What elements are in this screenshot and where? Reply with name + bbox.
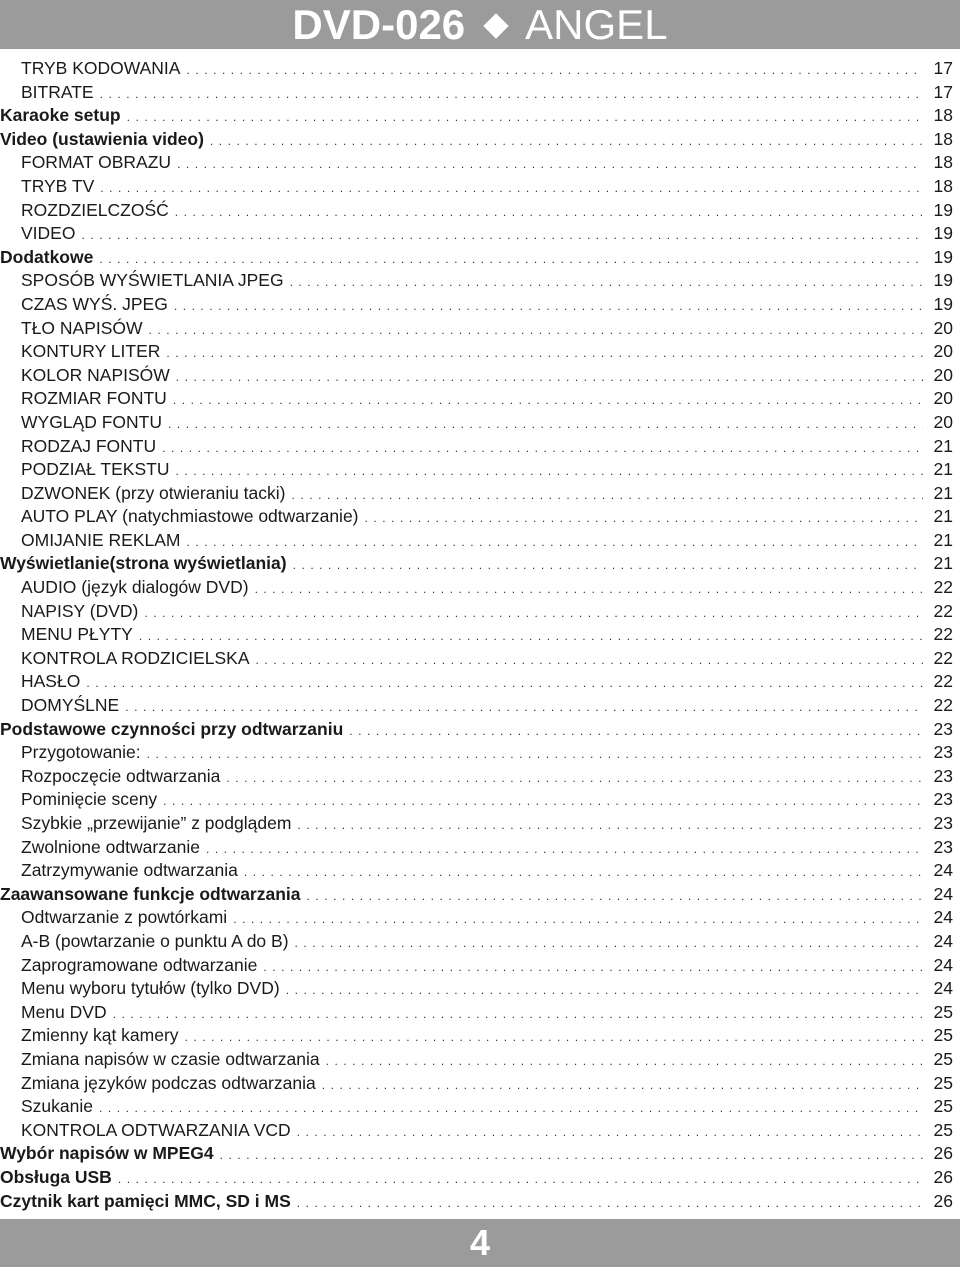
dot-leader xyxy=(295,930,923,954)
dot-leader xyxy=(175,199,923,223)
toc-page-number: 23 xyxy=(933,765,953,786)
dot-leader xyxy=(99,246,923,270)
dot-leader xyxy=(144,600,923,624)
dot-leader xyxy=(99,1095,923,1119)
dot-leader xyxy=(175,458,923,482)
dot-leader xyxy=(307,883,924,907)
toc-page-number: 24 xyxy=(933,954,953,975)
toc-subsection-entry[interactable] xyxy=(0,1072,953,1096)
toc-subsection-entry[interactable] xyxy=(0,411,953,435)
toc-subsection-entry[interactable] xyxy=(0,812,953,836)
toc-entry-title: RODZAJ FONTU xyxy=(21,435,157,456)
toc-section-entry[interactable] xyxy=(0,1142,953,1166)
toc-entry-title: Szybkie „przewijanie” z podglądem xyxy=(21,813,292,833)
dot-leader xyxy=(263,954,923,978)
toc-subsection-entry[interactable] xyxy=(0,387,953,411)
dot-leader xyxy=(297,812,923,836)
toc-subsection-entry[interactable] xyxy=(0,1048,953,1072)
dot-leader xyxy=(256,647,923,671)
toc-entry-title: Zmiana napisów w czasie odtwarzania xyxy=(21,1048,320,1069)
model-name: DVD-026 xyxy=(292,1,466,48)
toc-entry-title: Karaoke setup xyxy=(0,105,121,126)
dot-leader xyxy=(365,505,923,529)
toc-subsection-entry[interactable] xyxy=(0,81,953,105)
toc-page-number: 18 xyxy=(933,175,953,196)
toc-page-number: 19 xyxy=(933,199,953,220)
dot-leader xyxy=(286,977,923,1001)
toc-subsection-entry[interactable] xyxy=(0,670,953,694)
toc-entry-title: AUDIO (język dialogów DVD) xyxy=(21,577,249,598)
toc-subsection-entry[interactable] xyxy=(0,222,953,246)
toc-entry-title: Czytnik kart pamięci MMC, SD i MS xyxy=(0,1190,291,1211)
toc-subsection-entry[interactable] xyxy=(0,57,953,81)
toc-page-number: 19 xyxy=(933,270,953,291)
dot-leader xyxy=(174,293,923,317)
dot-leader xyxy=(162,435,923,459)
toc-page-number: 18 xyxy=(933,152,953,173)
toc-section-entry[interactable] xyxy=(0,718,953,742)
toc-entry-title: TRYB TV xyxy=(21,175,95,196)
toc-entry-title: KOLOR NAPISÓW xyxy=(21,364,170,385)
dot-leader xyxy=(244,859,923,883)
toc-page-number: 22 xyxy=(933,695,953,716)
toc-entry-title: SPOSÓB WYŚWIETLANIA JPEG xyxy=(21,270,284,291)
toc-entry-title: KONTROLA ODTWARZANIA VCD xyxy=(21,1119,291,1140)
toc-subsection-entry[interactable] xyxy=(0,505,953,529)
toc-page-number: 19 xyxy=(933,246,953,267)
dot-leader xyxy=(163,788,923,812)
toc-section-entry[interactable] xyxy=(0,104,953,128)
toc-page-number: 24 xyxy=(933,860,953,881)
toc-subsection-entry[interactable] xyxy=(0,1001,953,1025)
toc-entry-title: OMIJANIE REKLAM xyxy=(21,529,181,550)
toc-entry-title: PODZIAŁ TEKSTU xyxy=(21,459,170,480)
toc-section-entry[interactable] xyxy=(0,128,953,152)
toc-subsection-entry[interactable] xyxy=(0,623,953,647)
toc-entry-title: CZAS WYŚ. JPEG xyxy=(21,293,168,314)
toc-entry-title: Odtwarzanie z powtórkami xyxy=(21,907,228,928)
toc-entry-title: Zmiana języków podczas odtwarzania xyxy=(21,1072,316,1093)
dot-leader xyxy=(292,482,924,506)
dot-leader xyxy=(168,411,923,435)
toc-page-number: 25 xyxy=(933,1001,953,1022)
toc-page-number: 22 xyxy=(933,577,953,598)
toc-entry-title: KONTURY LITER xyxy=(21,341,161,362)
toc-subsection-entry[interactable] xyxy=(0,175,953,199)
dot-leader xyxy=(173,387,923,411)
toc-entry-title: A-B (powtarzanie o punktu A do B) xyxy=(21,930,289,951)
toc-page-number: 19 xyxy=(933,223,953,244)
dot-leader xyxy=(113,1001,923,1025)
toc-page-number: 21 xyxy=(933,553,953,574)
toc-subsection-entry[interactable] xyxy=(0,1119,953,1143)
toc-page-number: 23 xyxy=(933,813,953,833)
toc-page-number: 23 xyxy=(933,836,953,857)
dot-leader xyxy=(177,151,923,175)
toc-subsection-entry[interactable] xyxy=(0,765,953,789)
toc-entry-title: TŁO NAPISÓW xyxy=(21,317,143,338)
toc-entry-title: Podstawowe czynności przy odtwarzaniu xyxy=(0,718,344,739)
dot-leader xyxy=(176,364,923,388)
toc-entry-title: Zwolnione odtwarzanie xyxy=(21,836,200,857)
toc-page-number: 20 xyxy=(933,411,953,432)
toc-subsection-entry[interactable] xyxy=(0,788,953,812)
toc-subsection-entry[interactable] xyxy=(0,293,953,317)
dot-leader xyxy=(210,128,923,152)
dot-leader xyxy=(255,576,923,600)
toc-page-number: 21 xyxy=(933,506,953,527)
dot-leader xyxy=(293,552,923,576)
toc-page-number: 23 xyxy=(933,789,953,810)
toc-subsection-entry[interactable] xyxy=(0,482,953,506)
dot-leader xyxy=(322,1072,923,1096)
toc-entry-title: BITRATE xyxy=(21,81,94,102)
toc-page-number: 26 xyxy=(933,1166,953,1187)
toc-page-number: 24 xyxy=(933,978,953,999)
toc-subsection-entry[interactable] xyxy=(0,458,953,482)
table-of-contents xyxy=(0,57,953,1213)
toc-page-number: 24 xyxy=(933,930,953,951)
toc-subsection-entry[interactable] xyxy=(0,199,953,223)
toc-subsection-entry[interactable] xyxy=(0,269,953,293)
toc-subsection-entry[interactable] xyxy=(0,1024,953,1048)
diamond-icon xyxy=(483,13,508,38)
toc-subsection-entry[interactable] xyxy=(0,694,953,718)
toc-entry-title: Pominięcie sceny xyxy=(21,789,158,810)
toc-page-number: 21 xyxy=(933,482,953,503)
dot-leader xyxy=(206,836,923,860)
toc-entry-title: AUTO PLAY (natychmiastowe odtwarzanie) xyxy=(21,506,359,527)
toc-subsection-entry[interactable] xyxy=(0,647,953,671)
toc-page-number: 20 xyxy=(933,364,953,385)
dot-leader xyxy=(186,529,923,553)
dot-leader xyxy=(186,57,923,81)
toc-page-number: 26 xyxy=(933,1143,953,1164)
dot-leader xyxy=(100,81,923,105)
toc-page-number: 21 xyxy=(933,529,953,550)
dot-leader xyxy=(349,718,923,742)
toc-section-entry[interactable] xyxy=(0,1166,953,1190)
toc-page-number: 25 xyxy=(933,1096,953,1117)
toc-entry-title: Obsługa USB xyxy=(0,1166,112,1187)
toc-page-number: 22 xyxy=(933,671,953,692)
toc-page-number: 17 xyxy=(933,58,953,78)
toc-subsection-entry[interactable] xyxy=(0,600,953,624)
toc-page-number: 23 xyxy=(933,718,953,739)
toc-section-entry[interactable] xyxy=(0,246,953,270)
toc-entry-title: Wyświetlanie(strona wyświetlania) xyxy=(0,553,287,574)
toc-entry-title: KONTROLA RODZICIELSKA xyxy=(21,647,250,668)
toc-page-number: 21 xyxy=(933,435,953,456)
toc-entry-title: Menu DVD xyxy=(21,1001,107,1022)
toc-subsection-entry[interactable] xyxy=(0,1095,953,1119)
toc-page-number: 23 xyxy=(933,742,953,763)
toc-subsection-entry[interactable] xyxy=(0,954,953,978)
toc-page-number: 22 xyxy=(933,600,953,621)
toc-subsection-entry[interactable] xyxy=(0,977,953,1001)
dot-leader xyxy=(127,104,923,128)
toc-page-number: 22 xyxy=(933,624,953,645)
toc-subsection-entry[interactable] xyxy=(0,529,953,553)
toc-page-number: 24 xyxy=(933,883,953,904)
dot-leader xyxy=(166,340,923,364)
toc-entry-title: ROZDZIELCZOŚĆ xyxy=(21,199,169,220)
toc-subsection-entry[interactable] xyxy=(0,859,953,883)
toc-subsection-entry[interactable] xyxy=(0,741,953,765)
toc-page-number: 25 xyxy=(933,1048,953,1069)
toc-subsection-entry[interactable] xyxy=(0,317,953,341)
toc-page-number: 18 xyxy=(933,128,953,149)
toc-page-number: 25 xyxy=(933,1025,953,1046)
dot-leader xyxy=(226,765,923,789)
dot-leader xyxy=(139,623,923,647)
toc-entry-title: Dodatkowe xyxy=(0,246,94,267)
dot-leader xyxy=(86,670,923,694)
toc-entry-title: Zaprogramowane odtwarzanie xyxy=(21,954,258,975)
toc-subsection-entry[interactable] xyxy=(0,151,953,175)
dot-leader xyxy=(220,1142,923,1166)
toc-page-number: 25 xyxy=(933,1072,953,1093)
dot-leader xyxy=(125,694,923,718)
toc-page-number: 20 xyxy=(933,388,953,409)
toc-entry-title: TRYB KODOWANIA xyxy=(21,58,181,78)
toc-entry-title: Przygotowanie: xyxy=(21,742,141,763)
toc-subsection-entry[interactable] xyxy=(0,576,953,600)
toc-entry-title: Zmienny kąt kamery xyxy=(21,1025,179,1046)
toc-page-number: 24 xyxy=(933,907,953,928)
toc-page-number: 20 xyxy=(933,317,953,338)
toc-subsection-entry[interactable] xyxy=(0,435,953,459)
dot-leader xyxy=(290,269,923,293)
dot-leader xyxy=(297,1190,923,1214)
toc-entry-title: ROZMIAR FONTU xyxy=(21,388,167,409)
toc-entry-title: Szukanie xyxy=(21,1096,93,1117)
toc-entry-title: Zatrzymywanie odtwarzania xyxy=(21,860,238,881)
dot-leader xyxy=(326,1048,923,1072)
toc-entry-title: VIDEO xyxy=(21,223,76,244)
toc-entry-title: DZWONEK (przy otwieraniu tacki) xyxy=(21,482,286,503)
toc-subsection-entry[interactable] xyxy=(0,364,953,388)
dot-leader xyxy=(233,906,923,930)
page-number: 4 xyxy=(469,1222,491,1263)
toc-entry-title: HASŁO xyxy=(21,671,81,692)
dot-leader xyxy=(297,1119,923,1143)
toc-page-number: 17 xyxy=(933,81,953,102)
toc-entry-title: Rozpoczęcie odtwarzania xyxy=(21,765,221,786)
toc-entry-title: Video (ustawienia video) xyxy=(0,128,204,149)
dot-leader xyxy=(81,222,923,246)
dot-leader xyxy=(100,175,923,199)
toc-page-number: 20 xyxy=(933,341,953,362)
toc-page-number: 25 xyxy=(933,1119,953,1140)
dot-leader xyxy=(147,741,923,765)
toc-entry-title: Wybór napisów w MPEG4 xyxy=(0,1143,214,1164)
toc-subsection-entry[interactable] xyxy=(0,930,953,954)
toc-page-number: 26 xyxy=(933,1190,953,1211)
toc-page-number: 19 xyxy=(933,293,953,314)
toc-entry-title: FORMAT OBRAZU xyxy=(21,152,172,173)
dot-leader xyxy=(185,1024,923,1048)
toc-entry-title: MENU PŁYTY xyxy=(21,624,133,645)
toc-page-number: 22 xyxy=(933,647,953,668)
toc-entry-title: Menu wyboru tytułów (tylko DVD) xyxy=(21,978,280,999)
toc-page-number: 21 xyxy=(933,459,953,480)
dot-leader xyxy=(118,1166,923,1190)
page-header xyxy=(0,0,960,49)
dot-leader xyxy=(149,317,923,341)
toc-subsection-entry[interactable] xyxy=(0,906,953,930)
toc-entry-title: Zaawansowane funkcje odtwarzania xyxy=(0,883,301,904)
toc-entry-title: NAPISY (DVD) xyxy=(21,600,139,621)
toc-subsection-entry[interactable] xyxy=(0,836,953,860)
toc-section-entry[interactable] xyxy=(0,1190,953,1214)
brand-name: ANGEL xyxy=(525,1,668,48)
toc-entry-title: DOMYŚLNE xyxy=(21,695,120,716)
toc-subsection-entry[interactable] xyxy=(0,340,953,364)
toc-entry-title: WYGLĄD FONTU xyxy=(21,411,162,432)
toc-section-entry[interactable] xyxy=(0,883,953,907)
toc-section-entry[interactable] xyxy=(0,552,953,576)
toc-page-number: 18 xyxy=(933,105,953,126)
